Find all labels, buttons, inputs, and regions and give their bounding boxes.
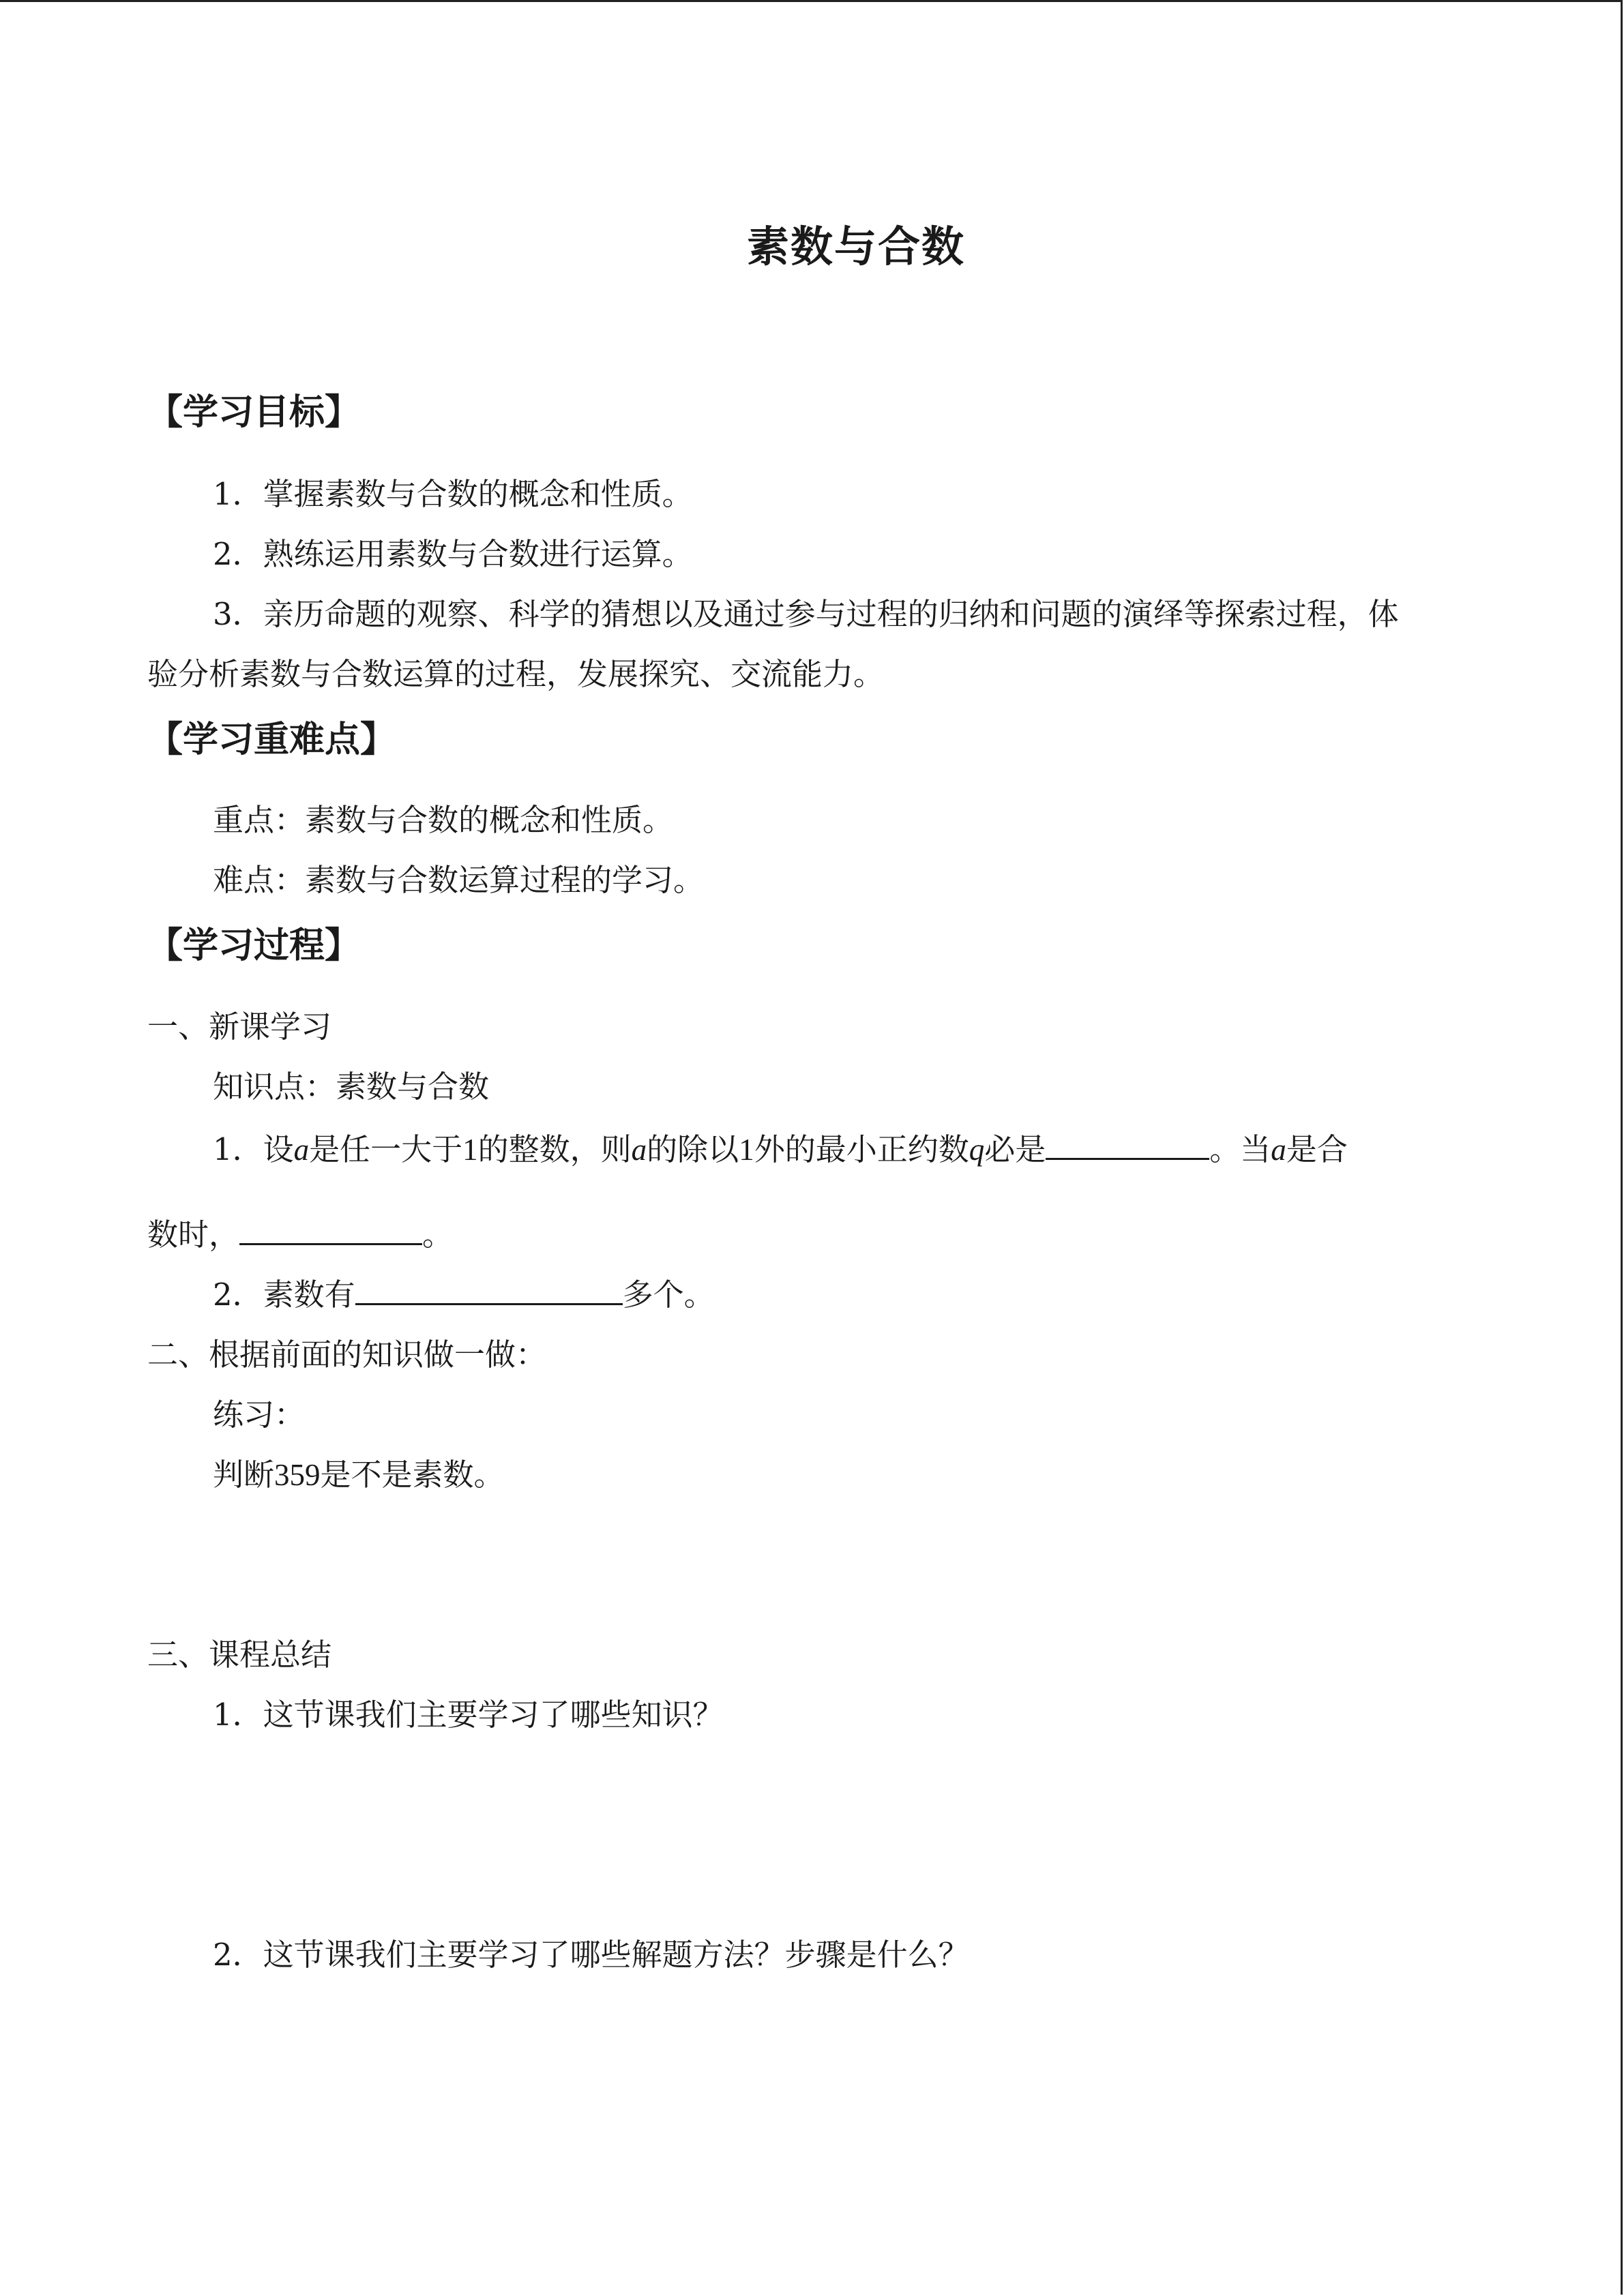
q1-text: 。当: [1209, 1131, 1271, 1167]
variable-q: q: [969, 1133, 985, 1167]
difficulty-point: 难点：素数与合数运算过程的学习。: [213, 862, 705, 898]
key-points-heading: 【学习重难点】: [147, 719, 396, 760]
part2-title: 二、根据前面的知识做一做：: [147, 1337, 547, 1373]
q1-text: 是合: [1286, 1131, 1348, 1167]
objective-item-3: 3．亲历命题的观察、科学的猜想以及通过参与过程的归纳和问题的演绎等探索过程，体: [213, 596, 1399, 632]
knowledge-point: 知识点：素数与合数: [213, 1069, 490, 1105]
summary-question-2: 2．这节课我们主要学习了哪些解题方法？步骤是什么？: [213, 1937, 969, 1973]
objectives-heading: 【学习目标】: [147, 392, 361, 433]
exercise-number: 359: [274, 1458, 321, 1492]
page-title: 素数与合数: [746, 222, 965, 271]
variable-a: a: [293, 1133, 310, 1167]
number-one: 1: [739, 1133, 754, 1167]
q1-text: 是任一大于: [309, 1131, 463, 1167]
answer-blank-3[interactable]: [355, 1276, 623, 1305]
exercise-text: 判断: [213, 1457, 275, 1493]
focus-point: 重点：素数与合数的概念和性质。: [213, 802, 674, 838]
part1-title: 一、新课学习: [147, 1009, 332, 1045]
q1-text: 的整数，则: [477, 1131, 632, 1167]
answer-blank-2[interactable]: [239, 1216, 422, 1245]
process-heading: 【学习过程】: [147, 925, 361, 966]
part3-title: 三、课程总结: [147, 1637, 332, 1673]
question-1: [213, 1131, 1348, 1169]
summary-question-1: 1．这节课我们主要学习了哪些知识？: [213, 1697, 724, 1733]
q1-text: 。: [422, 1217, 454, 1253]
objective-item-3-continued: 验分析素数与合数运算的过程，发展探究、交流能力。: [147, 656, 885, 692]
objective-item-1: 1．掌握素数与合数的概念和性质。: [213, 476, 693, 512]
variable-a: a: [631, 1133, 647, 1167]
variable-a: a: [1271, 1133, 1286, 1167]
q1-text: 必是: [984, 1131, 1046, 1167]
number-one: 1: [462, 1133, 478, 1167]
q2-text: 多个。: [622, 1277, 715, 1313]
q2-text: 2．素数有: [213, 1277, 355, 1313]
question-1-continued: [147, 1216, 453, 1254]
q1-text: 数时，: [147, 1217, 240, 1253]
question-2: [213, 1276, 715, 1314]
exercise-label: 练习：: [213, 1397, 306, 1433]
q1-text: 的除以: [647, 1131, 739, 1167]
answer-blank-1[interactable]: [1046, 1131, 1209, 1160]
q1-text: 外的最小正约数: [754, 1131, 969, 1167]
q1-text: 1．设: [213, 1131, 294, 1167]
exercise-question: [213, 1456, 505, 1494]
objective-item-2: 2．熟练运用素数与合数进行运算。: [213, 536, 693, 572]
exercise-text: 是不是素数。: [320, 1457, 505, 1493]
